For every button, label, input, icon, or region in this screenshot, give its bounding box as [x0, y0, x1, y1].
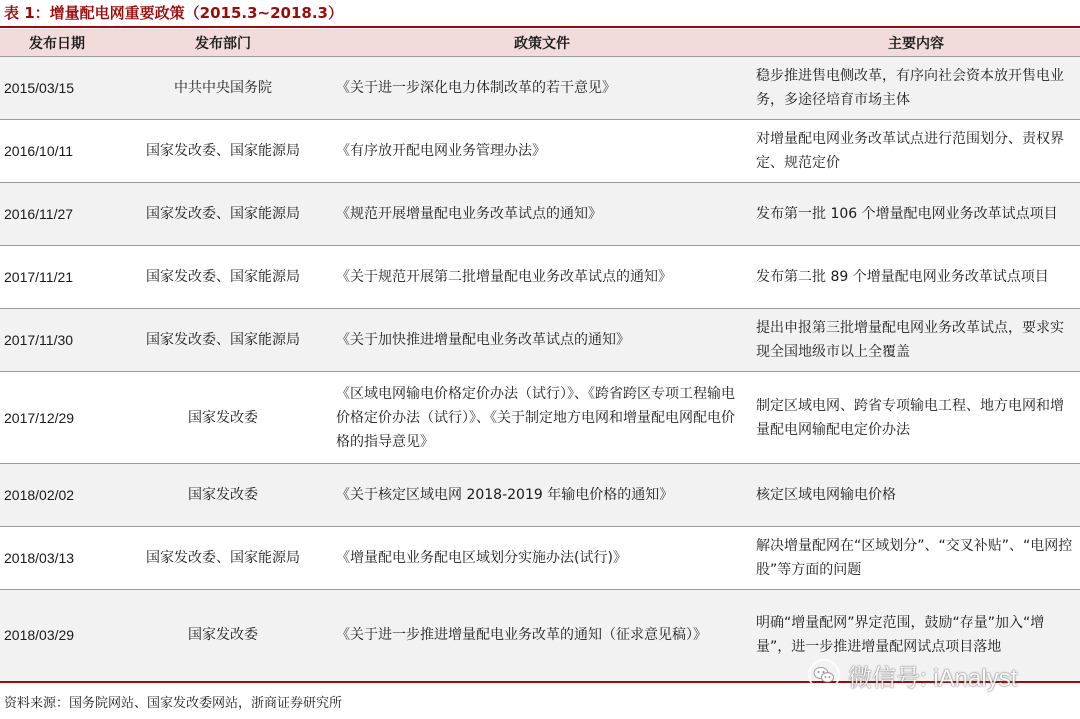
cell-date: 2016/11/27: [0, 183, 114, 246]
cell-doc: 《有序放开配电网业务管理办法》: [332, 120, 752, 183]
cell-dept: 国家发改委: [114, 372, 332, 464]
cell-content: 发布第一批 106 个增量配电网业务改革试点项目: [752, 183, 1080, 246]
table-row: [0, 372, 1080, 464]
table-row: [0, 120, 1080, 183]
cell-dept: 国家发改委、国家能源局: [114, 183, 332, 246]
cell-doc: 《区域电网输电价格定价办法（试行）》、《跨省跨区专项工程输电价格定价办法（试行）》、《关于制定地方电网和增量配电网配电价格的指导意见》: [332, 372, 752, 464]
table-row: [0, 464, 1080, 527]
cell-content: 发布第二批 89 个增量配电网业务改革试点项目: [752, 246, 1080, 309]
column-header-doc: 政策文件: [332, 29, 752, 57]
table-header-row: [0, 29, 1080, 57]
cell-doc: 《规范开展增量配电业务改革试点的通知》: [332, 183, 752, 246]
wechat-icon: [808, 659, 840, 691]
cell-date: 2015/03/15: [0, 57, 114, 120]
caption-divider: [0, 26, 1080, 28]
table-caption: 表 1：增量配电网重要政策（2015.3~2018.3）: [4, 4, 343, 22]
table-row: [0, 183, 1080, 246]
cell-doc: 《关于规范开展第二批增量配电业务改革试点的通知》: [332, 246, 752, 309]
cell-date: 2018/03/13: [0, 527, 114, 590]
cell-doc: 《关于加快推进增量配电业务改革试点的通知》: [332, 309, 752, 372]
cell-content: 制定区域电网、跨省专项输电工程、地方电网和增量配电网输配电定价办法: [752, 372, 1080, 464]
cell-dept: 国家发改委: [114, 590, 332, 682]
cell-doc: 《增量配电业务配电区域划分实施办法(试行)》: [332, 527, 752, 590]
cell-date: 2017/12/29: [0, 372, 114, 464]
cell-content: 明确“增量配网”界定范围，鼓励“存量”加入“增量”，进一步推进增量配网试点项目落地: [752, 590, 1080, 682]
cell-dept: 国家发改委、国家能源局: [114, 527, 332, 590]
table-row: [0, 527, 1080, 590]
cell-dept: 国家发改委、国家能源局: [114, 309, 332, 372]
cell-content: 稳步推进售电侧改革，有序向社会资本放开售电业务，多途径培育市场主体: [752, 57, 1080, 120]
cell-doc: 《关于进一步深化电力体制改革的若干意见》: [332, 57, 752, 120]
column-header-content: 主要内容: [752, 29, 1080, 57]
cell-date: 2016/10/11: [0, 120, 114, 183]
cell-doc: 《关于进一步推进增量配电业务改革的通知（征求意见稿）》: [332, 590, 752, 682]
cell-date: 2017/11/21: [0, 246, 114, 309]
cell-content: 提出申报第三批增量配电网业务改革试点，要求实现全国地级市以上全覆盖: [752, 309, 1080, 372]
cell-dept: 国家发改委、国家能源局: [114, 120, 332, 183]
column-header-date: 发布日期: [0, 29, 114, 57]
table-row: [0, 309, 1080, 372]
table-row: [0, 246, 1080, 309]
wechat-watermark: [808, 655, 1017, 695]
cell-content: 解决增量配网在“区域划分”、“交叉补贴”、“电网控股”等方面的问题: [752, 527, 1080, 590]
policy-table: [0, 29, 1080, 683]
table-row: [0, 57, 1080, 120]
cell-date: 2018/03/29: [0, 590, 114, 682]
cell-date: 2018/02/02: [0, 464, 114, 527]
cell-dept: 国家发改委: [114, 464, 332, 527]
watermark-text: 微信号: iAnalyst: [848, 664, 1018, 692]
cell-content: 对增量配电网业务改革试点进行范围划分、责权界定、规范定价: [752, 120, 1080, 183]
cell-dept: 国家发改委、国家能源局: [114, 246, 332, 309]
cell-dept: 中共中央国务院: [114, 57, 332, 120]
cell-date: 2017/11/30: [0, 309, 114, 372]
cell-content: 核定区域电网输电价格: [752, 464, 1080, 527]
source-note: 资料来源：国务院网站、国家发改委网站，浙商证券研究所: [4, 696, 343, 711]
cell-doc: 《关于核定区域电网 2018-2019 年输电价格的通知》: [332, 464, 752, 527]
column-header-dept: 发布部门: [114, 29, 332, 57]
